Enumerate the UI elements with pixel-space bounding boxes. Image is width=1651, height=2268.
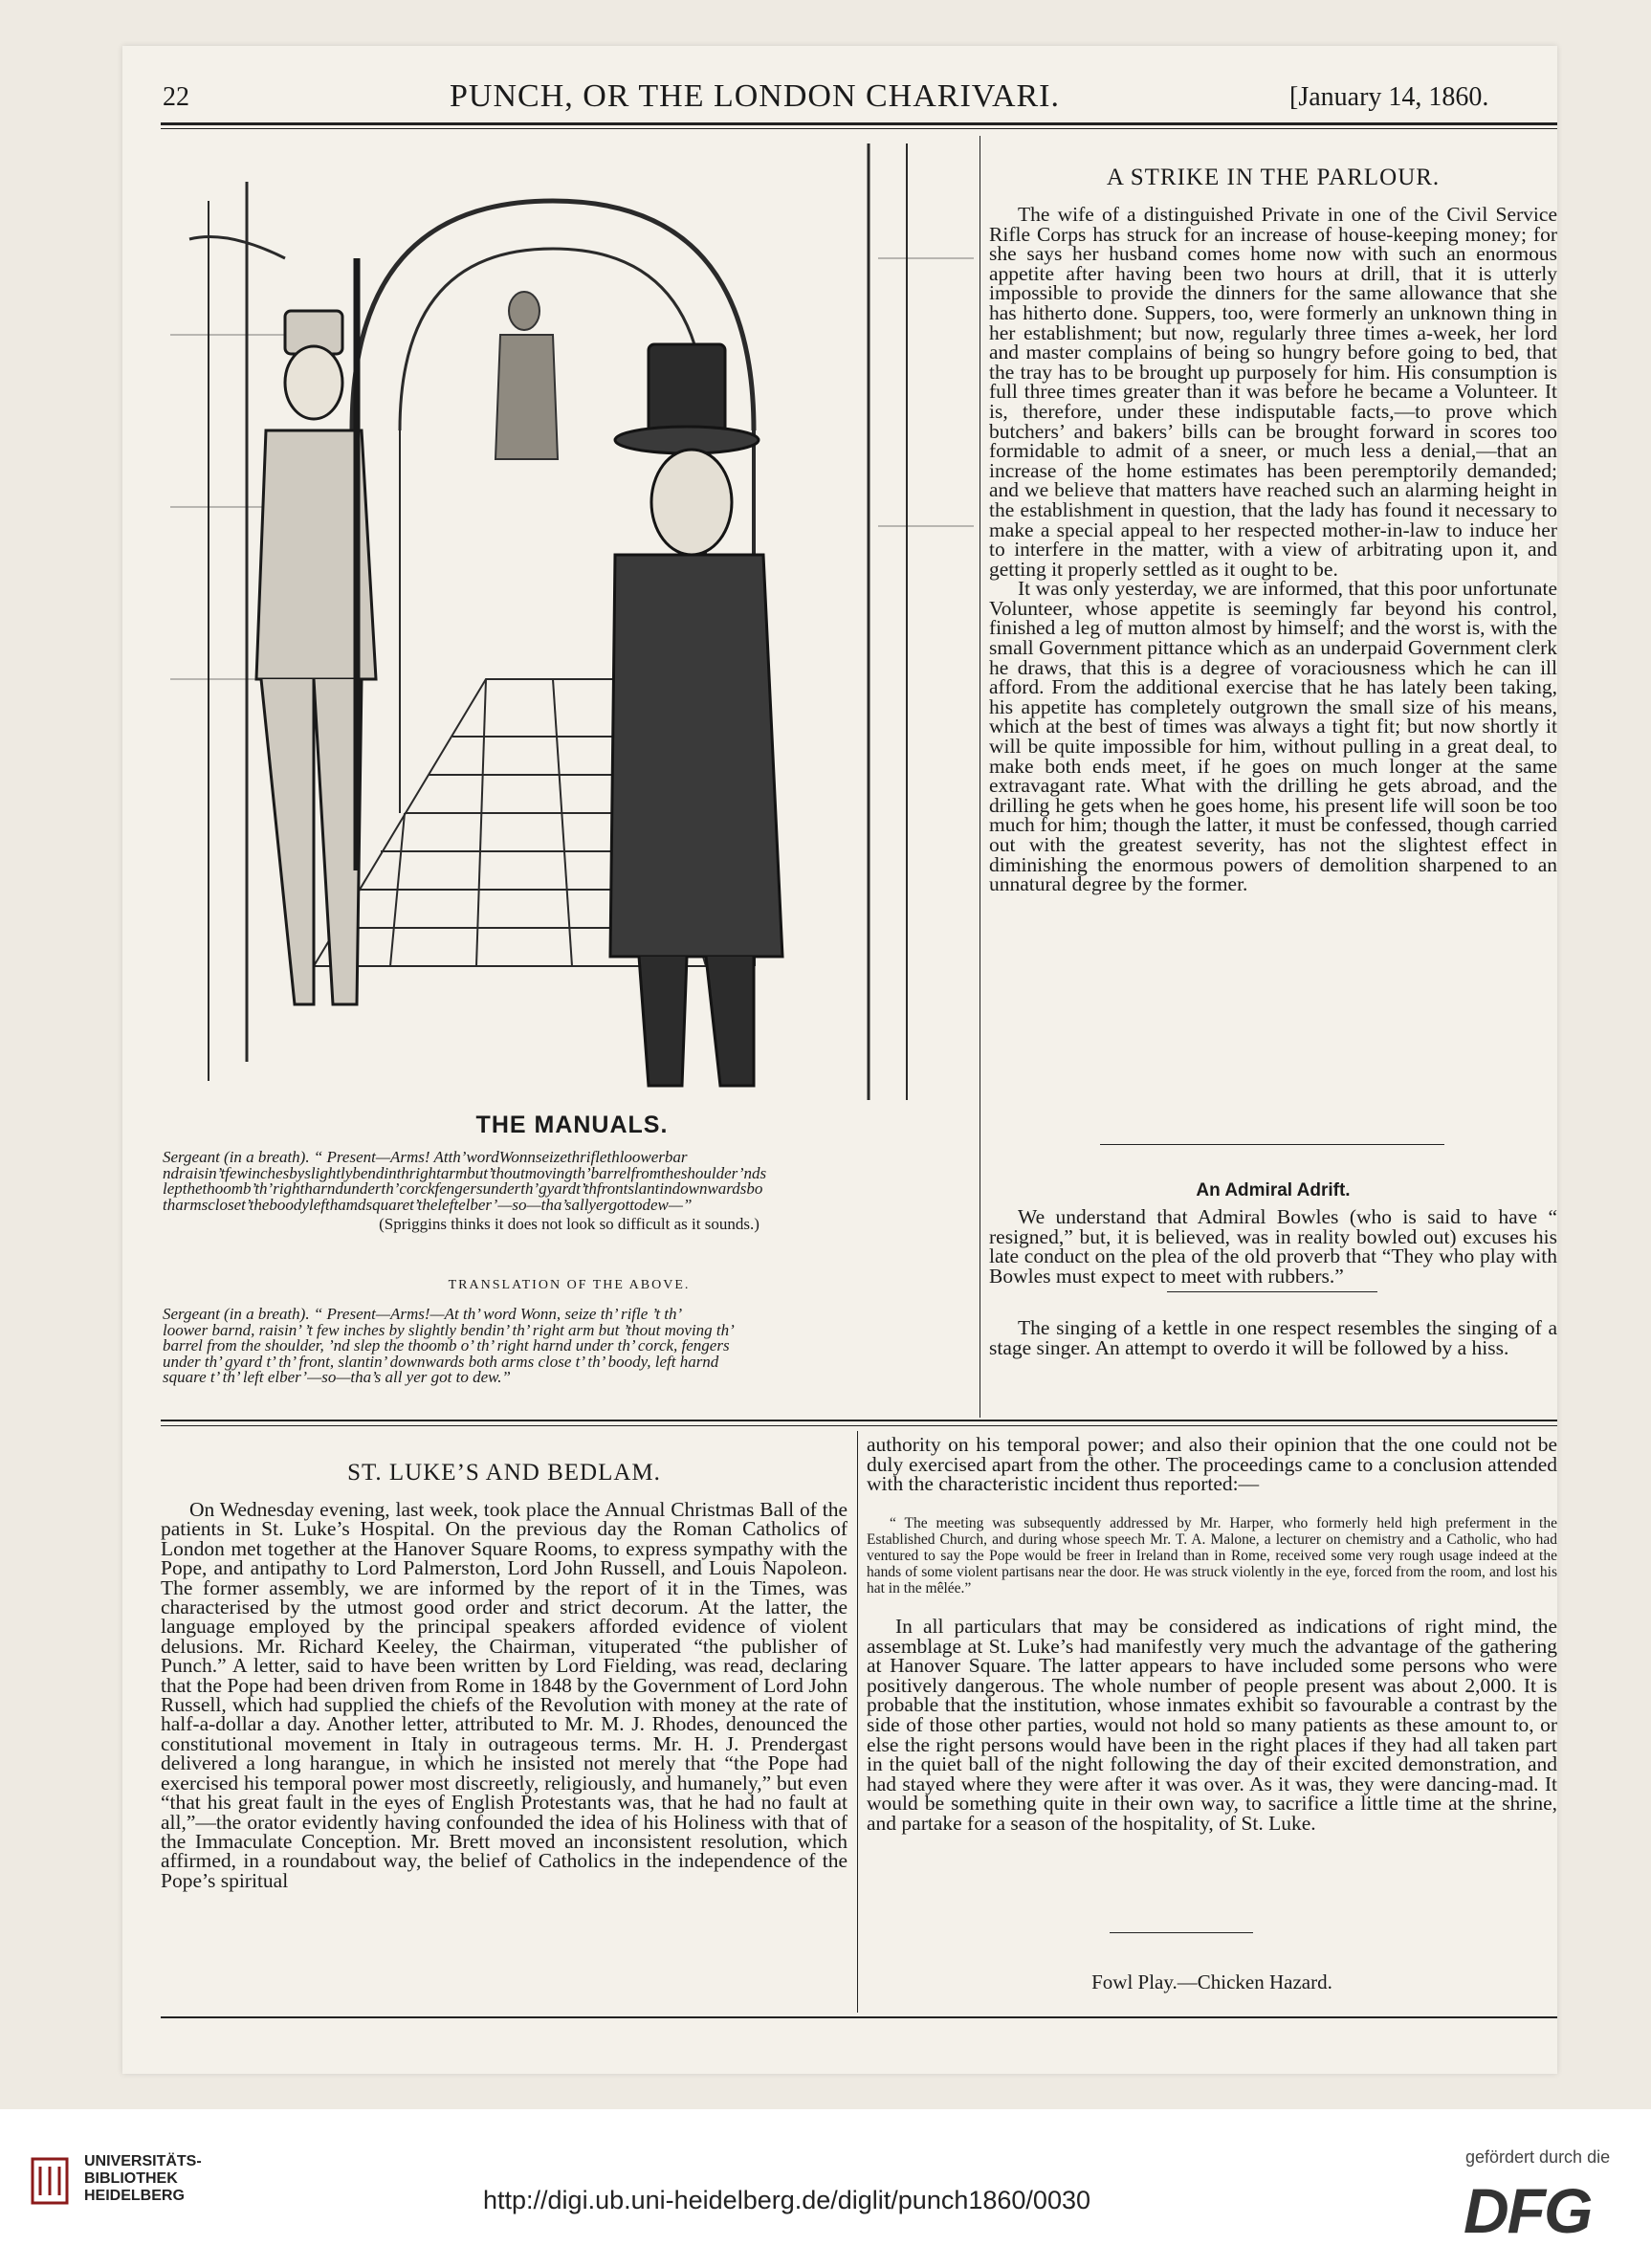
st-lukes-continuation [867, 1435, 1557, 1494]
translation-heading: TRANSLATION OF THE ABOVE. [448, 1278, 691, 1292]
footer-bar [0, 2109, 1651, 2268]
section-rule [1100, 1144, 1444, 1145]
funder-text: gefördert durch die [1465, 2147, 1611, 2167]
bottom-rule [161, 2016, 1557, 2018]
st-lukes-article [161, 1500, 848, 1890]
strike-paragraph: The wife of a distinguished Private in one of the Civil Service Rifle Corps has struck for an increase of house-keeping money; for she says her husband comes home now with such an enormous appetite after having been two hours at drill, that it is utterly impossible to provide the dinners for the same allowance that she has hitherto done. Suppers, too, were formerly an unknown thing in her establishment; but now, regularly three times a-week, her lord and master complains of being so hungry before going to bed, that the tray has to be brought up purposely for him. His consumption is full three times greater than it was before he became a Volunteer. It is, therefore, under these indisputable facts,—to prove which butchers’ and bakers’ bills can be brought forward in scores too formidable to admit of a sneer, or much less a denial,—that an increase of the home estimates has been peremptorily demanded; and we believe that matters have reached such an alarming height in the establishment in question, that the lady has found it necessary to make a special appeal to her respected mother-in-law to induce her to interfere in the matter, with a view of arbitrating upon it, and getting it properly settled as it ought to be. [989, 203, 1557, 581]
header-rule-thin [161, 128, 1557, 129]
cartoon-drawing [170, 143, 974, 1100]
library-name: UNIVERSITÄTS- BIBLIOTHEK HEIDELBERG [84, 2153, 202, 2204]
lower-column-divider [857, 1431, 858, 2013]
dialect-caption [163, 1150, 976, 1213]
middle-rule-thin [161, 1425, 1557, 1426]
cartoon-illustration [170, 143, 974, 1100]
fowl-play: Fowl Play.—Chicken Hazard. [1091, 1971, 1332, 1993]
translation-line: Sergeant (in a breath). “ Present—Arms!—At th’ word Wonn, seize th’ rifle ’t th’ [163, 1305, 683, 1323]
continuation-paragraph: authority on his temporal power; and also their opinion that the one could not be duly exercised apart from the other. The proceedings came to a conclusion attended with the characteristic incident thus reported:— [867, 1433, 1557, 1496]
issue-date: [January 14, 1860. [1289, 82, 1489, 112]
translation-line: under th’ gyard t’ th’ front, slantin’ downwards both arms close t’ th’ boody, left harnd [163, 1352, 719, 1371]
library-logo-icon [31, 2157, 69, 2205]
dialect-line: lepthethoomb’th’rightharndunderth’corckfengersunderth’gyardt’thfrontslantindownwardsbo [163, 1179, 763, 1198]
admiral-title: An Admiral Adrift. [1196, 1180, 1351, 1200]
section-rule [1167, 1291, 1377, 1292]
st-lukes-title: ST. LUKE’S AND BEDLAM. [347, 1460, 661, 1486]
section-rule [1110, 1932, 1253, 1933]
spriggins-note: (Spriggins thinks it does not look so difficult as it sounds.) [379, 1215, 759, 1233]
header-rule [161, 122, 1557, 125]
translation-line: square t’ th’ left elber’—so—tha’s all yer got to dew.” [163, 1368, 511, 1386]
conclusion-paragraph: In all particulars that may be considered as indications of right mind, the assemblage at St. Luke’s had manifestly very much the advantage of the gathering at Hanover Square. The latter appears to have included some persons who were positively dangerous. The whole number of people present was about 2,000. It is probable that the institution, whose inmates exhibit so favourable a contrast by the side of those other parties, would not hold so many patients as these amount to, or else the right persons would have been in the right places if they had all taken part in the quiet ball of the night following the day of their excited demonstration, and had stayed where they were after it was over. As it was, they were dancing-mad. It would be something quite in their own way, to sacrifice a little time at the shrine, and partake for a season of the hospitality, of St. Luke. [867, 1615, 1557, 1835]
st-lukes-conclusion [867, 1617, 1557, 1834]
masthead-title: PUNCH, OR THE LONDON CHARIVARI. [450, 78, 1061, 114]
report-quote [867, 1515, 1557, 1596]
dialect-line: tharmscloset’theboodylefthamdsquaret’theleftelber’—so—tha’sallyergottodew—” [163, 1195, 693, 1214]
st-lukes-paragraph: On Wednesday evening, last week, took place the Annual Christmas Ball of the patients in St. Luke’s Hospital. On the previous day the Roman Catholics of London met together at the Hanover Square Rooms, to express sympathy with the Pope, and antipathy to Lord Palmerston, Lord John Russell, and Louis Napoleon. The former assembly, we are informed by the report of it in the Times, was characterised by the utmost good order and strict decorum. At the latter, the language employed by the principal speakers afforded evidence of violent delusions. Mr. Richard Keeley, the Chairman, vituperated “the publisher of Punch.” A letter, said to have been written by Lord Fielding, was read, declaring that the Pope had been driven from Rome in 1848 by the Government of Lord John Russell, which had supplied the chiefs of the Revolution with money at the rate of half-a-dollar a day. Another letter, attributed to Mr. M. J. Rhodes, denounced the constitutional movement in Italy in outrageous terms. Mr. H. J. Prendergast delivered a long harangue, in which he insisted not merely that “the Pope had exercised his temporal power most discreetly, religiously, and humanely,” but even “that his great fault in the eyes of English Protestants was, that he had no fault at all,”—the orator evidently having confounded the idea of his Holiness with that of the Immaculate Conception. Mr. Brett moved an inconsistent resolution, which affirmed, in a roundabout way, the belief of Catholics in the independence of the Pope’s spiritual [161, 1498, 848, 1892]
cartoon-caption-title: THE MANUALS. [475, 1112, 669, 1138]
source-url[interactable]: http://digi.ub.uni-heidelberg.de/diglit/punch1860/0030 [483, 2186, 1090, 2214]
dfg-logo: DFG [1464, 2175, 1592, 2246]
strike-paragraph: It was only yesterday, we are informed, that this poor unfortunate Volunteer, whose appetite is seemingly far beyond his control, finished a leg of mutton almost by himself; and the worst is, with the small Government pittance which as an underpaid Government clerk he draws, that this is a degree of voraciousness which he can ill afford. From the additional exercise that he has lately been taking, his appetite has completely outgrown the small size of his means, which at the best of times was always a tight fit; but now shortly it will be quite impossible for him, without pulling in a great deal, to make both ends meet, if he goes on much longer at the same extravagant rate. What with the drilling he gets abroad, and the drilling he gets when he goes home, his present life will soon be too much for him; though the latter, it must be confessed, though carried out with the greatest severity, has not the slightest effect in diminishing the enormous powers of demolition sharpened to an unnatural degree by the former. [989, 577, 1557, 896]
translation-line: loower barnd, raisin’ ’t few inches by slightly bendin’ th’ right arm but ’thout moving th’ [163, 1320, 735, 1339]
dialect-line: Sergeant (in a breath). “ Present—Arms! Atth’wordWonnseizethriflethloowerbar [163, 1148, 688, 1166]
strike-article [989, 205, 1557, 894]
page-number: 22 [163, 82, 189, 112]
admiral-article [989, 1207, 1557, 1286]
quote-paragraph: “ The meeting was subsequently addressed by Mr. Harper, who formerly held high preferment in the Established Church, and during whose speech Mr. T. A. Malone, a lecturer on chemistry and a Catholic, who had ventured to say the Pope would be freer in Ireland than in Rome, received some very rough usage indeed at the hands of some violent partisans near the door. He was struck violently in the eye, forced from the room, and lost his hat in the mêlée.” [867, 1515, 1557, 1596]
strike-title: A STRIKE IN THE PARLOUR. [1106, 165, 1441, 190]
translation-line: barrel from the shoulder, ’nd slep the thoomb o’ th’ right harnd under th’ corck, fengers [163, 1336, 730, 1354]
admiral-paragraph: We understand that Admiral Bowles (who is said to have “ resigned,” but, it is believed, was in reality bowled out) excuses his late conduct on the plea of the old proverb that “They who play with Bowles must expect to meet with rubbers.” [989, 1205, 1557, 1288]
kettle-paragraph: The singing of a kettle in one respect resembles the singing of a stage singer. An attempt to overdo it will be followed by a hiss. [989, 1316, 1557, 1359]
middle-rule [161, 1420, 1557, 1421]
translation-caption [163, 1307, 976, 1386]
kettle-article [989, 1318, 1557, 1357]
dialect-line: ndraisin’tfewinchesbyslightlybendinthrightarmbut’thoutmovingth’barrelfromtheshoulder’nds [163, 1163, 767, 1182]
